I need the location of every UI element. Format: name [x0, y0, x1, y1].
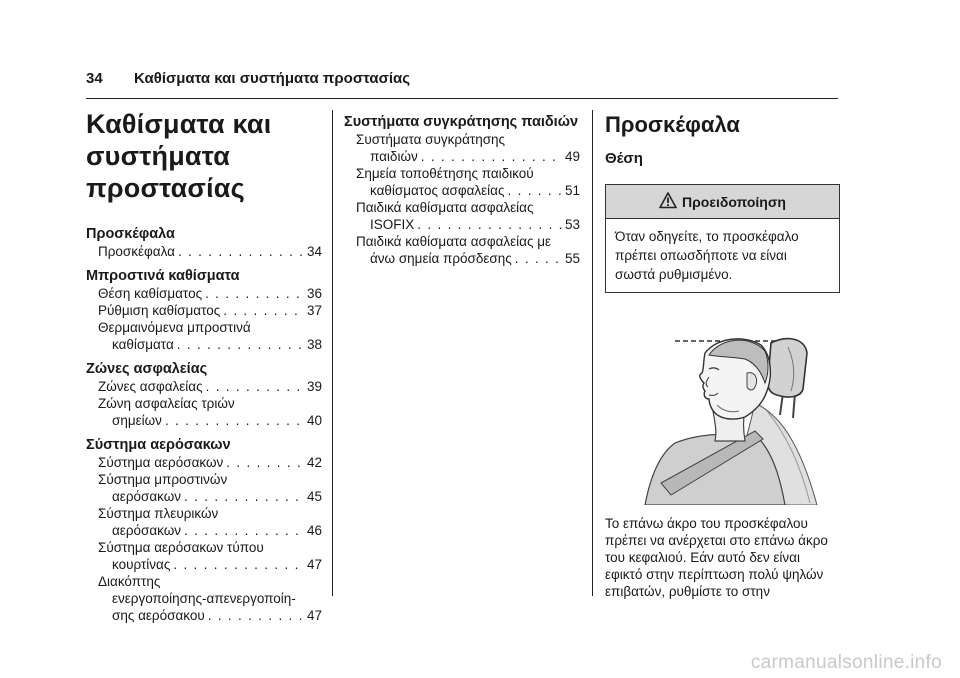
toc-page-number: 53: [564, 217, 580, 232]
toc-entry-text: ISOFIX: [370, 217, 415, 232]
toc-entry[interactable]: [356, 131, 580, 165]
toc-entry[interactable]: [356, 233, 580, 267]
toc-section: [86, 361, 322, 429]
toc-entry-text: Ρύθμιση καθίσματος: [98, 303, 221, 318]
toc-section-title: Προσκέφαλα: [86, 226, 175, 242]
toc-column-right: [344, 108, 580, 267]
toc-page-number: 40: [306, 413, 322, 428]
toc-entry-text: Σημεία τοποθέτησης παιδικού: [356, 166, 534, 181]
toc-leader-dots: [184, 522, 304, 539]
toc-leader-dots: [208, 607, 304, 624]
toc-entry-text: Ζώνη ασφαλείας τριών: [98, 396, 235, 411]
toc-entry-text: Ζώνες ασφαλείας: [98, 379, 203, 394]
column-divider: [332, 110, 333, 596]
toc-leader-dots: [508, 182, 562, 199]
chapter-title: [86, 108, 322, 204]
toc-page-number: 42: [306, 455, 322, 470]
warning-box: [605, 184, 840, 293]
toc-entry-text: Σύστημα πλευρικών: [98, 506, 219, 521]
toc-leader-dots: [206, 378, 304, 395]
body-paragraph: Το επάνω άκρο του προσκέφαλου πρέπει να ανέρχεται στο επάνω άκρο του κεφαλιού. Εάν αυτό δεν είναι εφικτό στην περίπτωση πολύ ψηλών επιβατών, ρυθμίστε το στην: [605, 516, 828, 599]
toc-entry-text: σης αερόσακου: [112, 608, 205, 623]
warning-header: [606, 185, 839, 219]
toc-page-number: 36: [306, 286, 322, 301]
toc-page-number: 39: [306, 379, 322, 394]
subsection-heading: Θέση: [605, 150, 643, 167]
toc-entry[interactable]: [356, 199, 580, 233]
toc-entry[interactable]: [98, 243, 322, 260]
watermark: carmanualsonline.info: [750, 652, 942, 673]
toc-entry[interactable]: [98, 454, 322, 471]
headrest-illustration: [605, 323, 838, 505]
toc-page-number: 37: [306, 303, 322, 318]
toc-entry-text: αερόσακων: [112, 489, 182, 504]
toc-page-number: 55: [564, 251, 580, 266]
toc-entry[interactable]: [98, 505, 322, 539]
toc-entry-text: άνω σημεία πρόσδεσης: [370, 251, 512, 266]
toc-page-number: 46: [306, 523, 322, 538]
toc-leader-dots: [421, 148, 562, 165]
toc-leader-dots: [205, 285, 304, 302]
toc-entry-text: Σύστημα αερόσακων τύπου: [98, 540, 264, 555]
toc-section: [86, 226, 322, 260]
toc-section-title: Συστήματα συγκράτησης παιδιών: [344, 114, 579, 130]
toc-entry[interactable]: [98, 378, 322, 395]
toc-entry-text: Θέση καθίσματος: [98, 286, 203, 301]
page-header: [86, 70, 838, 92]
toc-list: [86, 226, 322, 624]
toc-page-number: 34: [306, 244, 322, 259]
toc-leader-dots: [515, 250, 562, 267]
content-column: [605, 108, 840, 600]
toc-column-left: [86, 108, 322, 624]
toc-entry[interactable]: [98, 285, 322, 302]
toc-entry-text: Προσκέφαλα: [98, 244, 175, 259]
toc-entry-text: Διακόπτης: [98, 574, 161, 589]
toc-entry-text: καθίσματος ασφαλείας: [370, 183, 505, 198]
toc-entry[interactable]: [356, 165, 580, 199]
toc-entry-text: καθίσματα: [112, 337, 174, 352]
toc-leader-dots: [223, 302, 304, 319]
warning-title: Προειδοποίηση: [682, 193, 786, 210]
column-divider: [592, 110, 593, 596]
warning-icon: [659, 192, 682, 212]
toc-section-title: Ζώνες ασφαλείας: [86, 361, 208, 377]
toc-entry[interactable]: [98, 319, 322, 353]
toc-leader-dots: [165, 412, 304, 429]
warning-text: Όταν οδηγείτε, το προσκέφαλο πρέπει οπωσδήποτε να είναι σωστά ρυθμισμένο.: [615, 229, 799, 282]
toc-entry[interactable]: [98, 302, 322, 319]
toc-section: [344, 114, 580, 267]
chapter-title-line: Καθίσματα και: [86, 109, 272, 139]
toc-entry[interactable]: [98, 395, 322, 429]
toc-leader-dots: [226, 454, 304, 471]
toc-entry-text: Παιδικά καθίσματα ασφαλείας: [356, 200, 534, 215]
toc-section: [86, 437, 322, 624]
toc-entry-text: αερόσακων: [112, 523, 182, 538]
toc-entry-text: κουρτίνας: [112, 557, 171, 572]
toc-page-number: 45: [306, 489, 322, 504]
toc-section-title: Μπροστινά καθίσματα: [86, 268, 240, 284]
toc-entry-text: Θερμαινόμενα μπροστινά: [98, 320, 251, 335]
toc-page-number: 38: [306, 337, 322, 352]
toc-entry[interactable]: [98, 471, 322, 505]
chapter-title-line: προστασίας: [86, 173, 245, 203]
toc-entry-text: Σύστημα αερόσακων: [98, 455, 224, 470]
running-title: Καθίσματα και συστήματα προστασίας: [134, 70, 411, 87]
toc-entry-text: Σύστημα μπροστινών: [98, 472, 228, 487]
toc-leader-dots: [173, 556, 304, 573]
section-heading: Προσκέφαλα: [605, 112, 740, 137]
toc-entry-text: παιδιών: [370, 149, 418, 164]
chapter-title-line: συστήματα: [86, 141, 231, 171]
toc-entry-text: σημείων: [112, 413, 162, 428]
toc-entry[interactable]: [98, 573, 322, 624]
toc-leader-dots: [178, 243, 304, 260]
toc-leader-dots: [177, 336, 304, 353]
toc-section-title: Σύστημα αερόσακων: [86, 437, 231, 453]
toc-entry[interactable]: [98, 539, 322, 573]
page-number: 34: [86, 70, 103, 87]
toc-page-number: 49: [564, 149, 580, 164]
toc-entry-text: ενεργοποίησης-απενεργοποίη-: [112, 591, 296, 606]
toc-section: [86, 268, 322, 353]
header-rule: [86, 98, 838, 99]
toc-list: [344, 114, 580, 267]
toc-leader-dots: [184, 488, 304, 505]
toc-page-number: 47: [306, 608, 322, 623]
toc-entry-text: Συστήματα συγκράτησης: [356, 132, 506, 147]
toc-page-number: 47: [306, 557, 322, 572]
toc-entry-text: Παιδικά καθίσματα ασφαλείας με: [356, 234, 552, 249]
toc-leader-dots: [417, 216, 562, 233]
toc-page-number: 51: [564, 183, 580, 198]
